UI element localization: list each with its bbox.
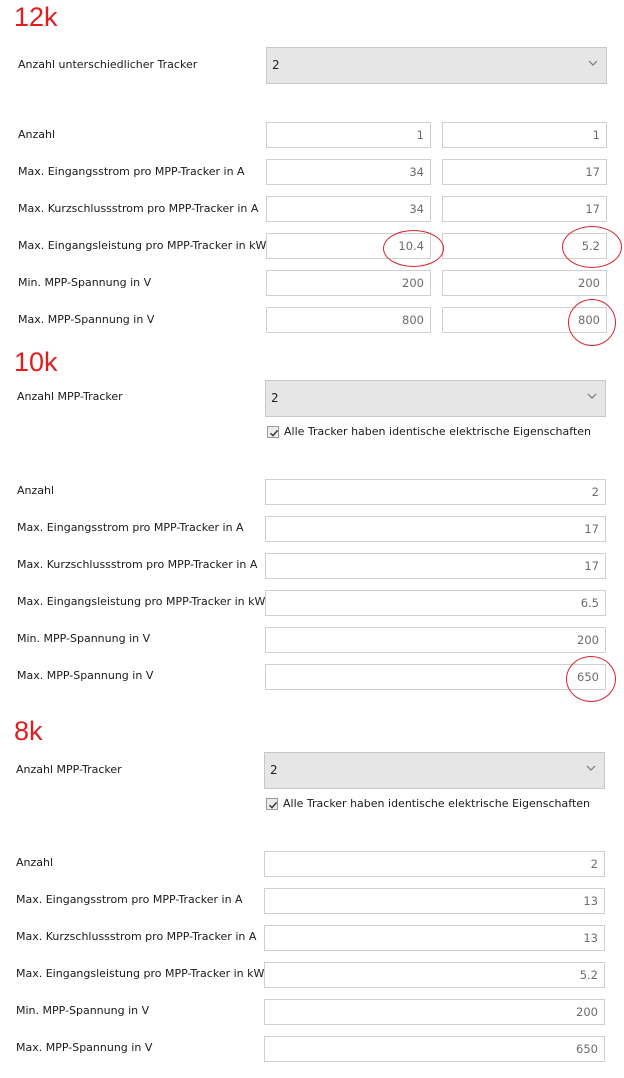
mpp-tracker-count-value: 2 xyxy=(270,763,278,777)
chevron-down-icon xyxy=(586,390,598,402)
row-label-max-spannung: Max. MPP-Spannung in V xyxy=(18,313,155,326)
field-eingangsstrom[interactable]: 17 xyxy=(265,516,606,542)
field-anzahl-tracker1[interactable]: 1 xyxy=(266,122,431,148)
field-eingangsstrom[interactable]: 13 xyxy=(264,888,605,914)
row-label-kurzschlussstrom: Max. Kurzschlussstrom pro MPP-Tracker in A xyxy=(17,558,258,571)
field-kurzschlussstrom-tracker2[interactable]: 17 xyxy=(442,196,607,222)
field-anzahl-tracker2[interactable]: 1 xyxy=(442,122,607,148)
field-eingangsstrom-tracker2[interactable]: 17 xyxy=(442,159,607,185)
row-label-anzahl: Anzahl xyxy=(18,128,56,141)
mpp-tracker-count-label: Anzahl MPP-Tracker xyxy=(17,390,123,403)
field-eingangsleistung-tracker1[interactable]: 10.4 xyxy=(266,233,431,259)
field-anzahl[interactable]: 2 xyxy=(265,479,606,505)
field-anzahl[interactable]: 2 xyxy=(264,851,605,877)
field-max-spannung[interactable]: 650 xyxy=(265,664,606,690)
identical-properties-checkbox[interactable] xyxy=(266,798,278,810)
mpp-tracker-count-dropdown[interactable] xyxy=(264,752,605,789)
row-label-eingangsstrom: Max. Eingangsstrom pro MPP-Tracker in A xyxy=(16,893,243,906)
tracker-count-dropdown[interactable] xyxy=(266,47,607,84)
tracker-count-value: 2 xyxy=(272,58,280,72)
chevron-down-icon xyxy=(587,57,599,69)
field-kurzschlussstrom-tracker1[interactable]: 34 xyxy=(266,196,431,222)
row-label-eingangsleistung: Max. Eingangsleistung pro MPP-Tracker in kW xyxy=(18,239,267,252)
mpp-tracker-count-label: Anzahl MPP-Tracker xyxy=(16,763,122,776)
field-kurzschlussstrom[interactable]: 17 xyxy=(265,553,606,579)
identical-properties-label: Alle Tracker haben identische elektrische Eigenschaften xyxy=(283,797,590,810)
row-label-min-spannung: Min. MPP-Spannung in V xyxy=(16,1004,150,1017)
row-label-eingangsleistung: Max. Eingangsleistung pro MPP-Tracker in kW xyxy=(17,595,266,608)
section-title-8k: 8k xyxy=(14,716,43,746)
identical-properties-option[interactable] xyxy=(267,425,597,441)
checkmark-icon xyxy=(268,427,280,439)
row-label-eingangsstrom: Max. Eingangsstrom pro MPP-Tracker in A xyxy=(17,521,244,534)
field-min-spannung[interactable]: 200 xyxy=(264,999,605,1025)
field-eingangsleistung-tracker2[interactable]: 5.2 xyxy=(442,233,607,259)
checkmark-icon xyxy=(267,799,279,811)
row-label-max-spannung: Max. MPP-Spannung in V xyxy=(17,669,154,682)
row-label-anzahl: Anzahl xyxy=(16,856,54,869)
identical-properties-label: Alle Tracker haben identische elektrische Eigenschaften xyxy=(284,425,591,438)
row-label-max-spannung: Max. MPP-Spannung in V xyxy=(16,1041,153,1054)
row-label-eingangsleistung: Max. Eingangsleistung pro MPP-Tracker in kW xyxy=(16,967,265,980)
row-label-eingangsstrom: Max. Eingangsstrom pro MPP-Tracker in A xyxy=(18,165,245,178)
field-min-spannung[interactable]: 200 xyxy=(265,627,606,653)
row-label-min-spannung: Min. MPP-Spannung in V xyxy=(18,276,152,289)
identical-properties-option[interactable] xyxy=(266,797,596,813)
field-min-spannung-tracker2[interactable]: 200 xyxy=(442,270,607,296)
row-label-anzahl: Anzahl xyxy=(17,484,55,497)
section-title-12k: 12k xyxy=(14,2,58,32)
row-label-min-spannung: Min. MPP-Spannung in V xyxy=(17,632,151,645)
field-eingangsleistung[interactable]: 6.5 xyxy=(265,590,606,616)
field-min-spannung-tracker1[interactable]: 200 xyxy=(266,270,431,296)
field-max-spannung-tracker2[interactable]: 800 xyxy=(442,307,607,333)
field-eingangsstrom-tracker1[interactable]: 34 xyxy=(266,159,431,185)
mpp-tracker-count-value: 2 xyxy=(271,391,279,405)
field-kurzschlussstrom[interactable]: 13 xyxy=(264,925,605,951)
chevron-down-icon xyxy=(585,762,597,774)
field-max-spannung-tracker1[interactable]: 800 xyxy=(266,307,431,333)
mpp-tracker-count-dropdown[interactable] xyxy=(265,380,606,417)
row-label-kurzschlussstrom: Max. Kurzschlussstrom pro MPP-Tracker in A xyxy=(18,202,259,215)
row-label-kurzschlussstrom: Max. Kurzschlussstrom pro MPP-Tracker in A xyxy=(16,930,257,943)
identical-properties-checkbox[interactable] xyxy=(267,426,279,438)
section-title-10k: 10k xyxy=(14,347,58,377)
field-eingangsleistung[interactable]: 5.2 xyxy=(264,962,605,988)
tracker-count-label: Anzahl unterschiedlicher Tracker xyxy=(18,58,198,71)
field-max-spannung[interactable]: 650 xyxy=(264,1036,605,1062)
